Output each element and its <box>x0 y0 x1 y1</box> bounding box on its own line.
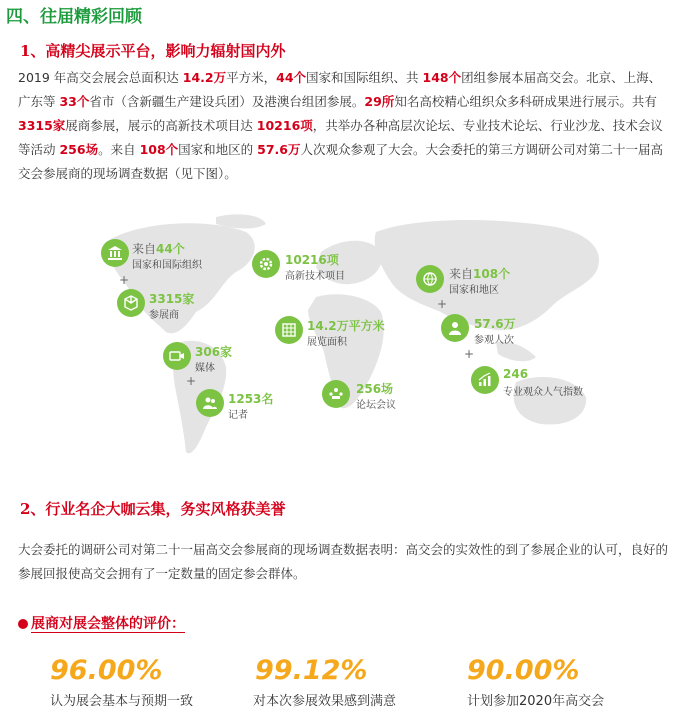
subsection-title-2: 2、行业名企大咖云集，务实风格获美誉 <box>20 500 286 518</box>
text-run: 团组参展本届高交会。北京、上海、广东等 <box>18 70 662 109</box>
text-run: ，共举办各种高层次论坛、专业技术论坛、行业沙龙、技术会议等活动 <box>18 118 663 157</box>
text-run: 。来自 <box>98 142 140 157</box>
plus-sign: + <box>119 273 130 287</box>
highlight-number: 10216项 <box>256 118 313 133</box>
stat-value: 256场 <box>356 382 394 396</box>
conference-icon <box>322 380 350 408</box>
section-title: 四、往届精彩回顾 <box>6 7 142 27</box>
text-run: 展商参展，展示的高新技术项目达 <box>65 118 257 133</box>
stat-label: 专业观众人气指数 <box>503 387 583 398</box>
stat-value: 10216项 <box>285 253 339 267</box>
highlight-number: 33个 <box>59 94 90 109</box>
stat-label: 论坛会议 <box>356 400 396 411</box>
camera-icon <box>163 342 191 370</box>
text-run: 国家和地区的 <box>178 142 258 157</box>
stat-value: 306家 <box>195 345 233 359</box>
stat-label: 参观人次 <box>474 335 514 346</box>
evaluation-title-text: 展商对展会整体的评价： <box>31 616 185 632</box>
survey-paragraph: 大会委托的调研公司对第二十一届高交会参展商的现场调查数据表明：高交会的实效性的到了参展企业的认可，良好的参展回报使高交会拥有了一定数量的固定参会群体。 <box>18 542 669 581</box>
eval-percent-3: 90.00% <box>467 655 580 686</box>
grid-icon <box>275 316 303 344</box>
stat-label: 媒体 <box>195 363 215 374</box>
eval-label-1: 认为展会基本与预期一致 <box>50 694 194 709</box>
plus-sign: + <box>437 297 448 311</box>
eval-percent-1: 96.00% <box>50 655 163 686</box>
text-run: 人次观众参观了大会。大会委托的第三方调研公司对第二十一届高交会参展商的现场调查数据（见下图）。 <box>18 142 663 181</box>
stat-label: 国家和地区 <box>449 285 499 296</box>
highlight-number: 256场 <box>59 142 99 157</box>
people-icon <box>196 389 224 417</box>
stat-value: 1253名 <box>228 392 274 406</box>
highlight-number: 14.2万 <box>182 70 227 85</box>
eval-label-2: 对本次参展效果感到满意 <box>253 694 397 709</box>
stat-value: 3315家 <box>149 292 195 306</box>
stat-label: 高新技术项目 <box>285 271 345 282</box>
stat-value: 108个 <box>473 267 511 281</box>
intro-paragraph <box>18 66 668 186</box>
text-run: 平方米， <box>226 70 277 85</box>
evaluation-title <box>18 613 185 633</box>
stat-value: 246 <box>503 367 529 381</box>
highlight-number: 44个 <box>276 70 307 85</box>
text-run: 知名高校精心组织众多科研成果进行展示。共有 <box>394 94 657 109</box>
plus-sign: + <box>464 347 475 361</box>
highlight-number: 108个 <box>139 142 179 157</box>
text-run: 国家和国际组织、共 <box>306 70 423 85</box>
stat-label: 展览面积 <box>307 337 347 348</box>
plus-sign: + <box>186 374 197 388</box>
cube-icon <box>117 289 145 317</box>
eval-percent-2: 99.12% <box>255 655 368 686</box>
text-run: 2019 年高交会展会总面积达 <box>18 70 183 85</box>
stat-prefix: 来自 <box>132 242 157 256</box>
person-icon <box>441 314 469 342</box>
highlight-number: 148个 <box>422 70 462 85</box>
bullet-icon <box>18 619 28 629</box>
eval-label-3: 计划参加2020年高交会 <box>467 694 605 709</box>
highlight-number: 57.6万 <box>257 142 301 157</box>
gear-icon <box>252 250 280 278</box>
highlight-number: 29所 <box>364 94 395 109</box>
stat-label: 国家和国际组织 <box>132 260 202 271</box>
building-icon <box>101 239 129 267</box>
chart-icon <box>471 366 499 394</box>
stat-value: 14.2万平方米 <box>307 319 385 333</box>
stat-value: 57.6万 <box>474 317 516 331</box>
stat-label: 参展商 <box>149 310 179 321</box>
text-run: 省市（含新疆生产建设兵团）及港澳台组团参展。 <box>89 94 365 109</box>
stat-label: 记者 <box>228 410 248 421</box>
stat-prefix: 来自 <box>449 267 474 281</box>
stat-value: 44个 <box>156 242 185 256</box>
highlight-number: 3315家 <box>18 118 66 133</box>
subsection-title-1: 1、高精尖展示平台，影响力辐射国内外 <box>20 42 286 60</box>
globe-icon <box>416 265 444 293</box>
